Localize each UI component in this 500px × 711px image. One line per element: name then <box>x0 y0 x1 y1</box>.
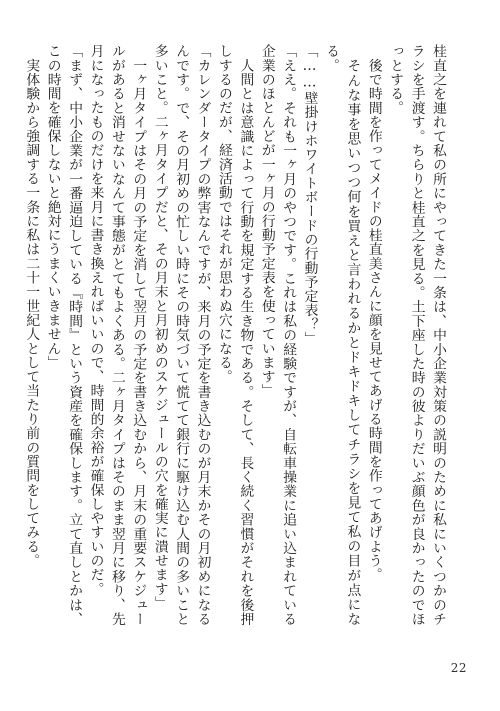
paragraph-5-text: 「ええ。それも一ヶ月のやつです。これは私の経験ですが、自転車操業に追い込まれている企業のほとんどが一ヶ月の行動予定表を使っています」 <box>258 44 297 626</box>
paragraph-10-text: 実体験から強調する一条に私は二十一世紀人として当たり前の質問をしてみる。 <box>23 58 40 568</box>
paragraph-2 <box>362 44 383 626</box>
paragraph-6 <box>213 44 256 626</box>
paragraph-3 <box>320 44 363 626</box>
paragraph-10 <box>20 44 41 626</box>
paragraph-9-text: 「まず、中小企業が一番逼迫している『時間』という資産を確保します。立て直しとかは、この時間を確保しないと絶対にうまくいきません」 <box>44 44 83 626</box>
paragraph-3-text: そんな事を思いつつ何を買えと言われるかとドキドキしてチラシを見て私の目が点になる。 <box>322 44 361 626</box>
paragraph-7 <box>148 44 212 626</box>
paragraph-6-text: 人間とは意識によって行動を規定する生き物である。そして、長く続く習慣がそれを後押しするのだが、経済活動ではそれが思わぬ穴になる。 <box>215 44 254 626</box>
paragraph-4-text: 「……壁掛けホワイトボードの行動予定表？」 <box>301 44 318 346</box>
page-number: 22 <box>450 661 467 675</box>
paragraph-2-text: 後で時間を作ってメイドの桂直美さんに顔を見せてあげる時間を作ってあげよう。 <box>365 58 382 582</box>
paragraph-8-text: 一ヶ月タイプはその月の予定を消して翌月の予定を書き込むから、月末の重要スケジュールがあると消せないなんて事態がとてもよくある。二ヶ月タイプはそのまま翌月に移り、先月になったものだけを来月に書き換えればいいので、時間的余裕が確保しやすいのだ。 <box>87 44 147 626</box>
paragraph-8 <box>84 44 148 626</box>
paragraph-9 <box>41 44 84 626</box>
paragraph-5 <box>255 44 298 626</box>
paragraph-1 <box>384 44 448 626</box>
paragraph-7-text: 「カレンダータイプの弊害なんですが、来月の予定を書き込むのが月末かその月初めになるんです。で、その月初めの忙しい時にその時気づいて慌てて銀行に駆け込む人間の多いこと多いこと。二ヶ月タイプだと、その月末と月初めのスケジュールの穴を確実に潰せます」 <box>151 44 211 626</box>
paragraph-4 <box>298 44 319 626</box>
paragraph-1-text: 桂直之を連れて私の所にやってきた一条は、中小企業対策の説明のために私にいくつかのチラシを手渡す。ちらりと桂直之を見る。土下座した時の彼よりだいぶ顔色が良かったのでほっとする。 <box>387 44 446 626</box>
vertical-text-body <box>23 44 448 626</box>
